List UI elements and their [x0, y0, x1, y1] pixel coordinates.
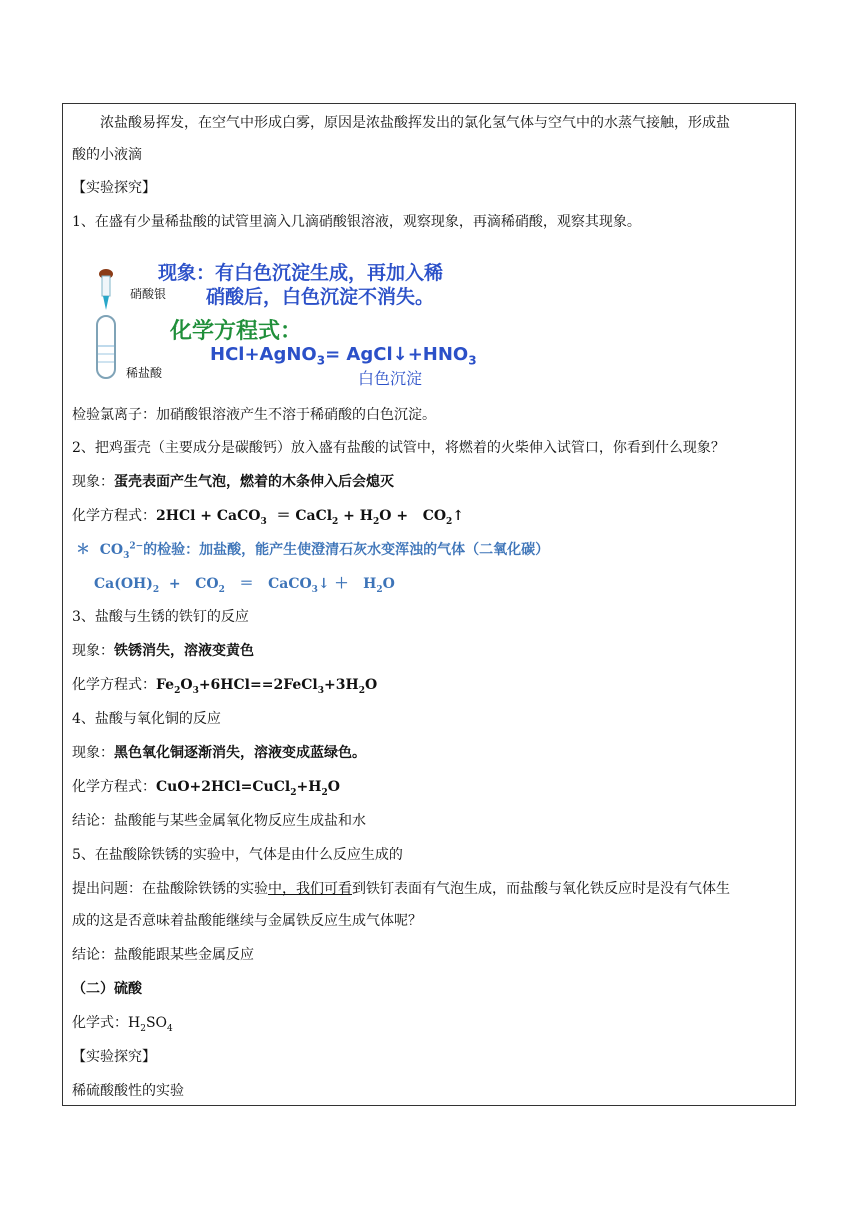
sulfuric-experiment: 稀硫酸酸性的实验	[72, 1083, 184, 1099]
sulfuric-formula: 化学式：$H_2SO_4$	[72, 1015, 173, 1034]
rust-equation: 化学方程式：$Fe_2O_3+6HCl==2FeCl_3+3H_2O$	[72, 677, 378, 696]
figure-phenomenon-line2: 硝酸后，白色沉淀不消失。	[206, 286, 435, 308]
chloride-test: 检验氯离子：加硝酸银溶液产生不溶于稀硝酸的白色沉淀。	[72, 407, 436, 423]
eggshell-equation: 化学方程式：2HCl + CaCO$_3$ ＝ CaCl$_2$ + $H_2O$ + $CO_2↑$	[72, 508, 465, 527]
label-silver-nitrate: 硝酸银	[130, 287, 167, 301]
figure-phenomenon-line1: 现象：有白色沉淀生成，再加入稀	[158, 262, 444, 284]
question-para: 提出问题：在盐酸除铁锈的实验中，我们可看到铁钉表面有气泡生成，而盐酸与氧化铁反应时是没有气体生	[72, 881, 730, 897]
label-dilute-hcl: 稀盐酸	[126, 366, 163, 380]
section-experiment-2: 【实验探究】	[72, 1049, 156, 1065]
conclusion-oxides: 结论：盐酸能与某些金属氧化物反应生成盐和水	[72, 813, 366, 829]
para-hcl-volatile-cont: 酸的小液滴	[72, 147, 142, 163]
item-1: 1、在盛有少量稀盐酸的试管里滴入几滴硝酸银溶液，观察现象，再滴稀硝酸，观察其现象。	[72, 214, 641, 230]
section-experiment-1: 【实验探究】	[72, 180, 156, 196]
limewater-equation: $Ca(OH)_2 + CO_2$ ＝ CaCO$_3$↓ ＋ $H_2O$	[94, 576, 395, 595]
item-2: 2、把鸡蛋壳（主要成分是碳酸钙）放入盛有盐酸的试管中，将燃着的火柴伸入试管口，你看到什么现象？	[72, 440, 725, 456]
para-hcl-volatile: 浓盐酸易挥发，在空气中形成白雾，原因是浓盐酸挥发出的氯化氢气体与空气中的水蒸气接触，形成盐	[100, 115, 730, 131]
cuo-phenomenon: 现象：黑色氧化铜逐渐消失，溶液变成蓝绿色。	[72, 745, 366, 761]
rust-phenomenon: 现象：铁锈消失，溶液变黄色	[72, 643, 254, 659]
figure-equation-title: 化学方程式：	[170, 319, 303, 344]
eggshell-phenomenon: 现象：蛋壳表面产生气泡，燃着的木条伸入后会熄灭	[72, 474, 394, 490]
cuo-equation: 化学方程式：$CuO+2HCl=CuCl_2+H_2O$	[72, 779, 340, 798]
question-para-cont: 成的这是否意味着盐酸能继续与金属铁反应生成气体呢？	[72, 913, 422, 929]
experiment-figure	[70, 258, 540, 388]
item-5: 5、在盐酸除铁锈的实验中，气体是由什么反应生成的	[72, 847, 403, 863]
section-sulfuric-acid: （二）硫酸	[72, 981, 142, 997]
figure-equation: HCl+AgNO$_3$= $AgCl↓+HNO_3$	[210, 344, 477, 368]
item-3: 3、盐酸与生锈的铁钉的反应	[72, 609, 249, 625]
carbonate-test-note: ＊ $CO_3^{2-}$的检验：加盐酸，能产生使澄清石灰水变浑浊的气体（二氧化碳）	[76, 541, 550, 561]
conclusion-metals: 结论：盐酸能跟某些金属反应	[72, 947, 254, 963]
figure-precipitate-label: 白色沉淀	[358, 369, 423, 388]
item-4: 4、盐酸与氧化铜的反应	[72, 711, 221, 727]
